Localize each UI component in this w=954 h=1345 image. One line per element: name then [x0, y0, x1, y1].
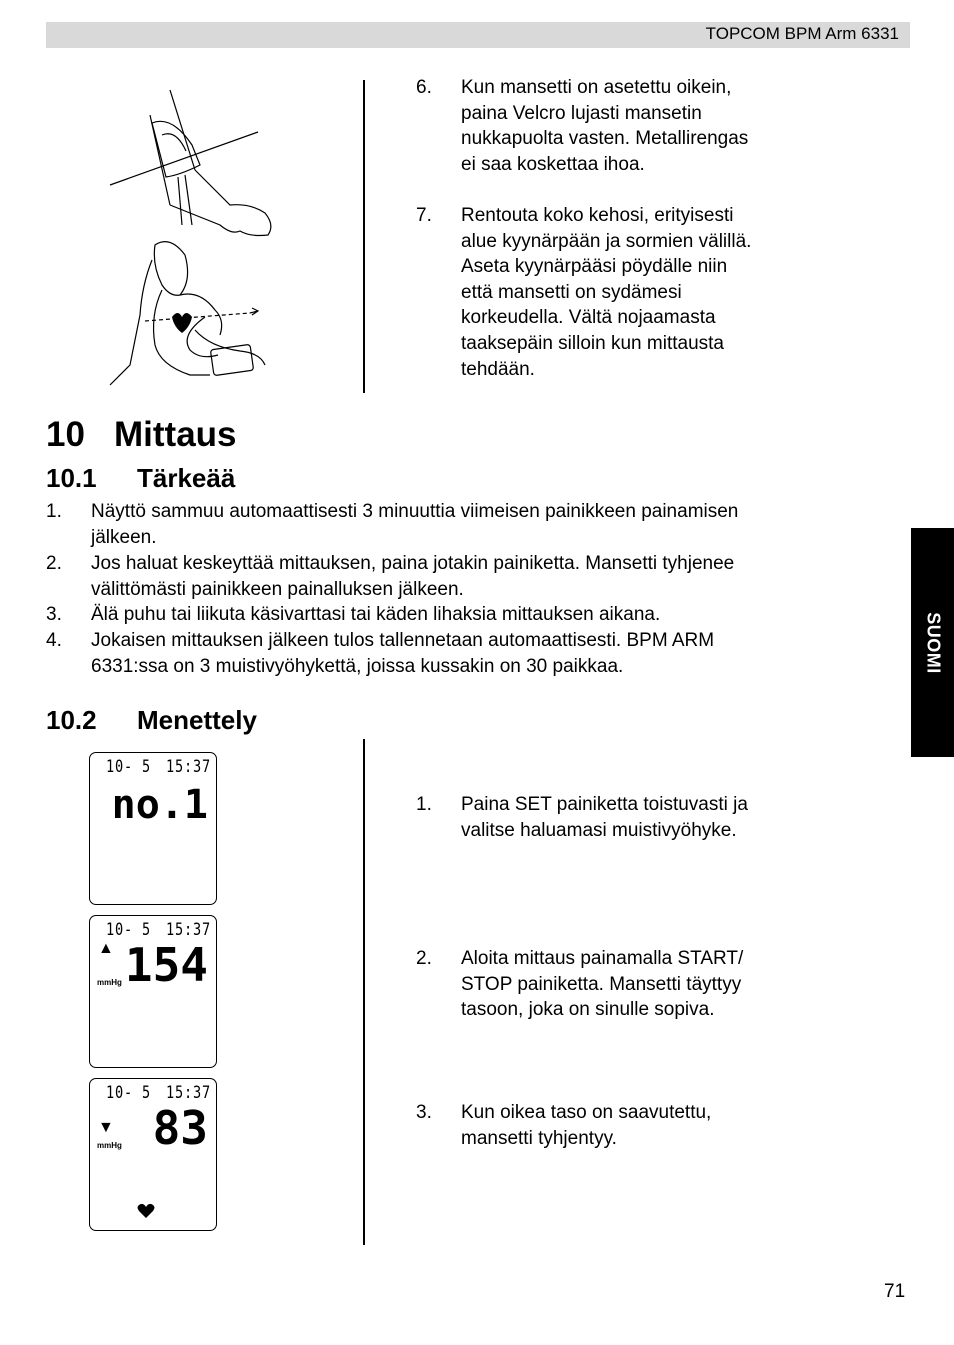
item-text: Jos haluat keskeyttää mittauksen, paina jotakin painiketta. Mansetti tyhjenee välittömästi painikkeen painalluksen jälkeen. [91, 553, 735, 600]
subsection-number: 10.1 [46, 463, 97, 493]
subsection-title: Tärkeää [137, 463, 236, 493]
subsection-title: Menettely [137, 705, 257, 735]
step-number: 7. [416, 205, 432, 226]
cuff-placement-illustration [100, 85, 300, 395]
lcd-unit: mmHg [97, 978, 122, 987]
lcd-date: 10- 5 [106, 920, 151, 940]
list-item [46, 628, 886, 680]
column-divider-upper [363, 80, 365, 393]
step-text: Paina SET painiketta toistuvasti ja valitse haluamasi muistivyöhyke. [461, 794, 748, 841]
item-text: Jokaisen mittauksen jälkeen tulos tallennetaan automaattisesti. BPM ARM 6331:ssa on 3 muistivyöhykettä, joissa kussakin on 30 paikkaa. [91, 630, 715, 677]
lcd-value: 83 [152, 1101, 208, 1155]
step-text: Kun mansetti on asetettu oikein, paina Velcro lujasti mansetin nukkapuolta vasten. Metallirengas ei saa koskettaa ihoa. [461, 77, 749, 175]
lcd-date: 10- 5 [106, 1083, 151, 1103]
section-title: Mittaus [114, 415, 237, 454]
lcd-display-diastolic [89, 1078, 217, 1231]
item-text: Näyttö sammuu automaattisesti 3 minuuttia viimeisen painikkeen painamisen jälkeen. [91, 501, 739, 548]
list-item [46, 551, 886, 603]
header-title: TOPCOM BPM Arm 6331 [705, 24, 899, 43]
lcd-time: 15:37 [166, 1083, 211, 1103]
lcd-time: 15:37 [166, 920, 211, 940]
step-text: Kun oikea taso on saavutettu, mansetti tyhjentyy. [461, 1102, 712, 1149]
heart-icon [172, 313, 192, 333]
step-text: Rentouta koko kehosi, erityisesti alue kyynärpään ja sormien välillä. Aseta kyynärpääsi pöydälle niin että mansetti on sydämesi korkeudella. Vältä nojaamasta taaksepäin silloin kun mittausta tehdään. [461, 205, 752, 380]
lcd-time: 15:37 [166, 757, 211, 777]
list-item [416, 792, 836, 844]
lcd-display-memory [89, 752, 217, 905]
arrow-up-icon: ▲ [98, 940, 114, 957]
lcd-date: 10- 5 [106, 757, 151, 777]
step-text: Aloita mittaus painamalla START/ STOP painiketta. Mansetti täyttyy tasoon, joka on sinulle sopiva. [461, 948, 744, 1021]
page-number: 71 [884, 1281, 906, 1302]
section-number: 10 [46, 415, 85, 454]
heart-icon [137, 1203, 155, 1219]
lcd-value: no.1 [111, 782, 208, 828]
list-item [416, 75, 836, 185]
list-item [46, 499, 886, 551]
item-number: 2. [46, 553, 62, 574]
step-number: 6. [416, 77, 432, 98]
item-number: 4. [46, 630, 62, 651]
list-item [416, 946, 836, 1024]
language-tab-label: SUOMI [923, 611, 943, 674]
subsection-number: 10.2 [46, 705, 97, 735]
list-item [46, 602, 886, 628]
section-heading [46, 413, 237, 457]
column-divider-lower [363, 739, 365, 1245]
list-item [416, 1100, 836, 1152]
arrow-down-icon: ▼ [98, 1119, 114, 1136]
lcd-unit: mmHg [97, 1141, 122, 1150]
lcd-display-systolic [89, 915, 217, 1068]
item-number: 1. [46, 501, 62, 522]
step-number: 1. [416, 794, 432, 815]
step-number: 3. [416, 1102, 432, 1123]
language-tab [911, 528, 954, 757]
subsection-heading-2 [46, 704, 257, 736]
item-text: Älä puhu tai liikuta käsivarttasi tai käden lihaksia mittauksen aikana. [91, 604, 661, 625]
subsection-heading-1 [46, 462, 235, 494]
lcd-value: 154 [124, 938, 208, 992]
list-item [416, 203, 836, 388]
step-number: 2. [416, 948, 432, 969]
item-number: 3. [46, 604, 62, 625]
